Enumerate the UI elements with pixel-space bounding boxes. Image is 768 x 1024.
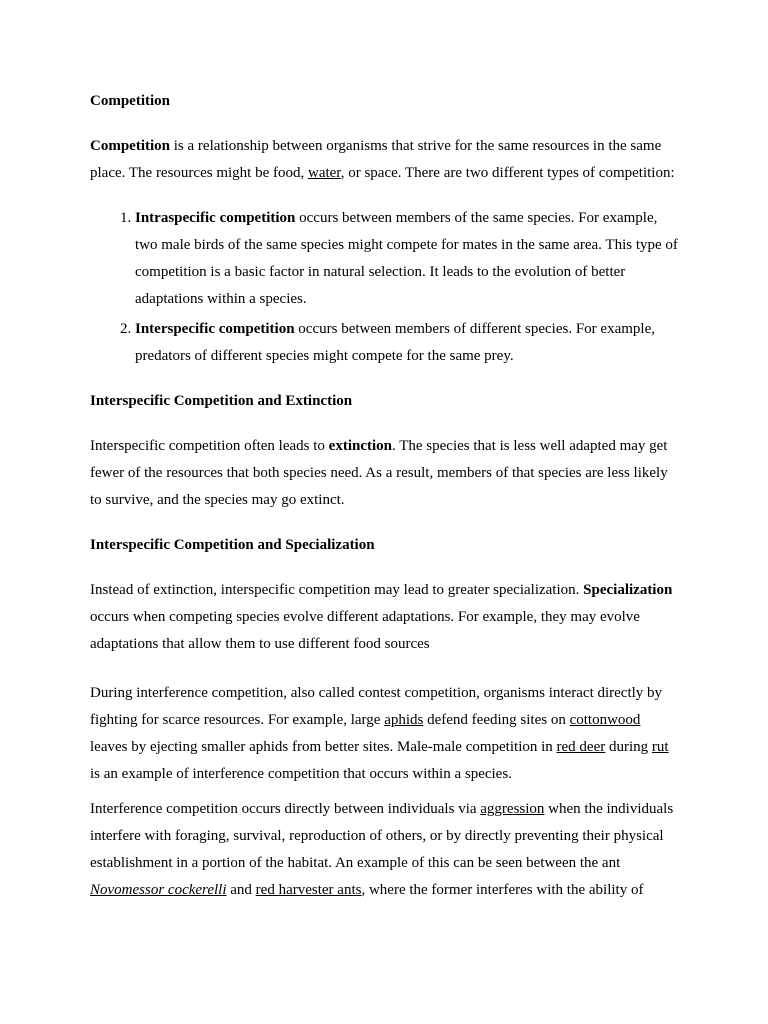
link-water[interactable]: water [307, 165, 341, 181]
link-novomessor-cockerelli[interactable]: Novomessor cockerelli [90, 882, 227, 898]
text-span: , or space. There are two different types of competition: [340, 165, 675, 181]
link-cottonwood[interactable]: cottonwood [569, 712, 641, 728]
heading-specialization: Interspecific Competition and Specialization [90, 537, 375, 553]
text-span: leaves by ejecting smaller aphids from better sites. Male-male competition in [90, 739, 557, 755]
text-span: . The species that is less well adapted may get fewer of the resources that both species need. As a result, members of that species are less likely to survive, and the species may go extinct. [90, 438, 668, 508]
term-competition: Competition [90, 138, 170, 154]
paragraph-aggression [90, 796, 680, 904]
paragraph-specialization [90, 577, 680, 658]
list-item-text: occurs between members of the same species. For example, two male birds of the same species might compete for mates in the same area. This type of competition is a basic factor in natural selection. It leads to the evolution of better adaptations within a species. [135, 210, 678, 307]
text-span: defend feeding sites on [423, 712, 570, 728]
text-span: when the individuals interfere with foraging, survival, reproduction of others, or by directly preventing their physical establishment in a portion of the habitat. An example of this can be seen between the ant [90, 801, 674, 871]
paragraph-interference [90, 680, 680, 788]
text-span: Interference competition occurs directly between individuals via [90, 801, 481, 817]
text-span: Instead of extinction, interspecific competition may lead to greater specialization. [90, 582, 584, 598]
link-aggression[interactable]: aggression [480, 801, 545, 817]
term-intraspecific: Intraspecific competition [135, 210, 296, 226]
term-specialization: Specialization [583, 582, 673, 598]
link-aphids[interactable]: aphids [384, 712, 424, 728]
paragraph-extinction [90, 433, 680, 514]
document-page [90, 88, 680, 922]
term-extinction: extinction [328, 438, 392, 454]
text-span: is an example of interference competition that occurs within a species. [90, 766, 512, 782]
list-item-intraspecific [135, 205, 680, 313]
link-red-deer[interactable]: red deer [556, 739, 606, 755]
paragraph-competition-definition [90, 133, 680, 187]
link-red-harvester-ants[interactable]: red harvester ants [255, 882, 362, 898]
heading-extinction: Interspecific Competition and Extinction [90, 393, 353, 409]
heading-competition: Competition [90, 93, 170, 109]
list-item-interspecific [135, 316, 680, 370]
text-span: is a relationship between organisms that strive for the same resources in the same place. The resources might be food, [90, 138, 662, 181]
text-span: occurs when competing species evolve different adaptations. For example, they may evolve adaptations that allow them to use different food sources [90, 609, 640, 652]
text-span: Interspecific competition often leads to [90, 438, 329, 454]
text-span: during [605, 739, 652, 755]
text-span: During interference competition, also called contest competition, organisms interact directly by fighting for scarce resources. For example, large [90, 685, 663, 728]
term-interspecific: Interspecific competition [135, 321, 295, 337]
text-span: and [226, 882, 256, 898]
text-span: , where the former interferes with the ability of [361, 882, 644, 898]
list-item-text: occurs between members of different species. For example, predators of different species might compete for the same prey. [135, 321, 655, 364]
link-rut[interactable]: rut [651, 739, 669, 755]
competition-types-list [90, 205, 680, 370]
